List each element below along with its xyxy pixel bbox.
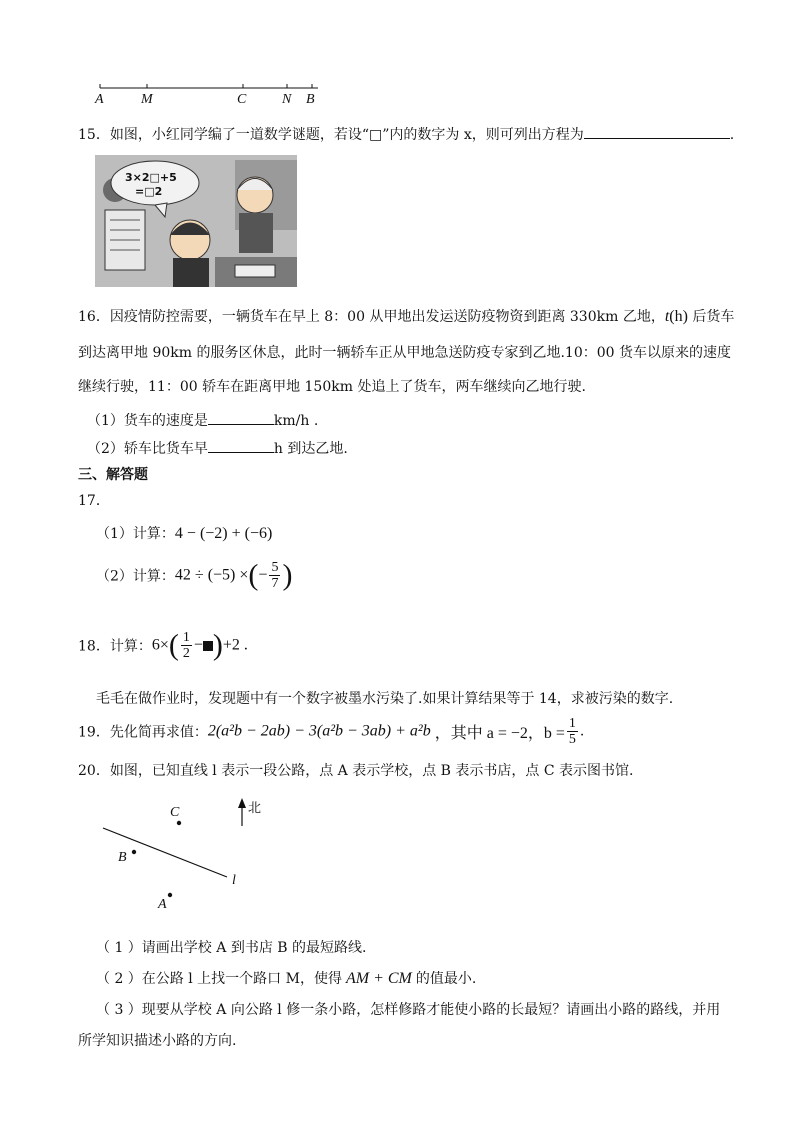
q20-sub1: （ 1 ）请画出学校 A 到书店 B 的最短路线. — [96, 940, 367, 956]
q16-line1-text: 因疫情防控需要，一辆货车在早上 8：00 从甲地出发运送防疫物资到距离 330km 乙地， — [109, 309, 665, 325]
q16-sub2-blank[interactable] — [208, 452, 274, 453]
q17-sub1-label: （1）计算： — [96, 526, 175, 542]
q16-sub2-unit: h 到达乙地. — [273, 441, 348, 457]
q17-sub2-frac-den: 7 — [271, 576, 279, 591]
q16-line1-end: 后货车 — [687, 309, 735, 325]
label-l: l — [232, 873, 236, 888]
q19-fraction — [567, 716, 578, 747]
q19-frac-den: 5 — [568, 732, 576, 747]
q16-sub1-blank[interactable] — [208, 424, 274, 425]
q20-line1 — [78, 760, 633, 780]
q15-text: 如图，小红同学编了一道数学谜题，若设“□”内的数字为 x，则可列出方程为 — [109, 127, 584, 143]
ink-blot-square — [203, 641, 213, 651]
q19-number: 19． — [78, 724, 110, 741]
section-3-heading: 三、解答题 — [78, 467, 148, 483]
q16-sub1-unit: km/h . — [273, 413, 319, 429]
q20-sub2-end: 的值最小. — [415, 971, 477, 987]
q17-sub2-lparen: ( — [248, 558, 259, 592]
q15-answer-blank[interactable] — [584, 138, 730, 139]
q17-sub2-expr: 42 ÷ (−5) × — [174, 566, 249, 584]
q17-sub1-expr: 4 − (−2) + (−6) — [174, 525, 273, 542]
q19-line — [78, 716, 584, 747]
q16-line1 — [78, 306, 734, 326]
q18-lparen: ( — [168, 628, 179, 662]
q17-sub2-frac-num: 5 — [271, 560, 279, 575]
q16-line2: 到达离甲地 90km 的服务区休息，此时一辆轿车正从甲地急送防疫专家到乙地.10：00 货车以原来的速度 — [78, 345, 732, 361]
q18-number: 18． — [78, 638, 110, 655]
numberline-label-a: A — [95, 92, 104, 107]
q15-end: . — [729, 127, 735, 143]
point-b — [132, 850, 136, 854]
point-c — [177, 821, 181, 825]
q19-frac-num: 1 — [568, 716, 576, 731]
q16-time-unit: (h) — [669, 308, 688, 325]
q18-rparen: ) — [212, 628, 223, 662]
numberline-label-b: B — [306, 92, 315, 107]
q15-illustration — [95, 155, 297, 287]
q16-number: 16． — [78, 309, 110, 325]
q17-sub2-minus: − — [258, 566, 268, 584]
label-c: C — [170, 805, 180, 820]
q20-sub3-line2: 所学知识描述小路的方向. — [78, 1033, 237, 1049]
q19-end: . — [579, 723, 585, 740]
q20-sub3-line1: （ 3 ）现要从学校 A 向公路 l 修一条小路，怎样修路才能使小路的长最短？请画出小路的路线，并用 — [96, 1002, 721, 1018]
q18-line1 — [78, 630, 248, 661]
q20-text: 如图，已知直线 l 表示一段公路，点 A 表示学校，点 B 表示书店，点 C 表示图书馆. — [109, 763, 634, 779]
label-b: B — [118, 850, 127, 865]
point-a — [168, 893, 172, 897]
q17-sub1 — [96, 523, 272, 543]
numberline-label-n: N — [282, 92, 292, 107]
bubble-text-line1: 3×2□+5 — [125, 171, 177, 184]
q16-line3: 继续行驶，11：00 轿车在距离甲地 150km 处追上了货车，两车继续向乙地行驶. — [78, 379, 586, 395]
q18-minus: − — [193, 636, 203, 654]
q18-fraction — [181, 630, 192, 661]
numberline-label-c: C — [237, 92, 247, 107]
q16-sub2-label: （2）轿车比货车早 — [87, 441, 208, 457]
q20-number: 20． — [78, 763, 110, 779]
q17-sub2-label: （2）计算： — [96, 568, 175, 585]
q17-sub2-fraction — [269, 560, 280, 591]
q16-sub2 — [87, 438, 348, 458]
q20-sub2 — [96, 968, 476, 988]
q17-sub2-rparen: ) — [282, 558, 293, 592]
q18-label: 计算： — [109, 638, 152, 655]
q15-number: 15． — [78, 127, 110, 143]
q16-sub1-label: （1）货车的速度是 — [87, 413, 208, 429]
question-15 — [78, 124, 734, 144]
q20-sub2-expr: AM + CM — [345, 970, 412, 987]
q19-text: 先化简再求值： — [109, 724, 208, 741]
number-line-figure — [90, 80, 330, 110]
q16-time-var: t — [664, 308, 670, 325]
q18-line2: 毛毛在做作业时，发现题中有一个数字被墨水污染了.如果计算结果等于 14，求被污染的数字. — [96, 691, 674, 707]
q19-condition: ，其中 a = −2，b = — [434, 725, 565, 742]
q17-sub2 — [96, 560, 292, 591]
q18-expr-pre: 6× — [151, 636, 169, 654]
number-line-svg — [90, 80, 330, 110]
bubble-text-line2: =□2 — [135, 185, 163, 198]
q18-expr-post: +2 . — [222, 636, 248, 654]
q17-number: 17． — [78, 493, 110, 509]
label-a: A — [158, 897, 167, 912]
q18-frac-num: 1 — [182, 630, 190, 645]
q16-sub1 — [87, 410, 318, 430]
numberline-label-m: M — [141, 92, 153, 107]
q19-expr: 2(a²b − 2ab) − 3(a²b − 3ab) + a²b — [207, 722, 431, 740]
north-label: 北 — [248, 801, 262, 816]
q20-sub2-text: （ 2 ）在公路 l 上找一个路口 M，使得 — [96, 971, 342, 987]
q18-frac-den: 2 — [182, 646, 190, 661]
